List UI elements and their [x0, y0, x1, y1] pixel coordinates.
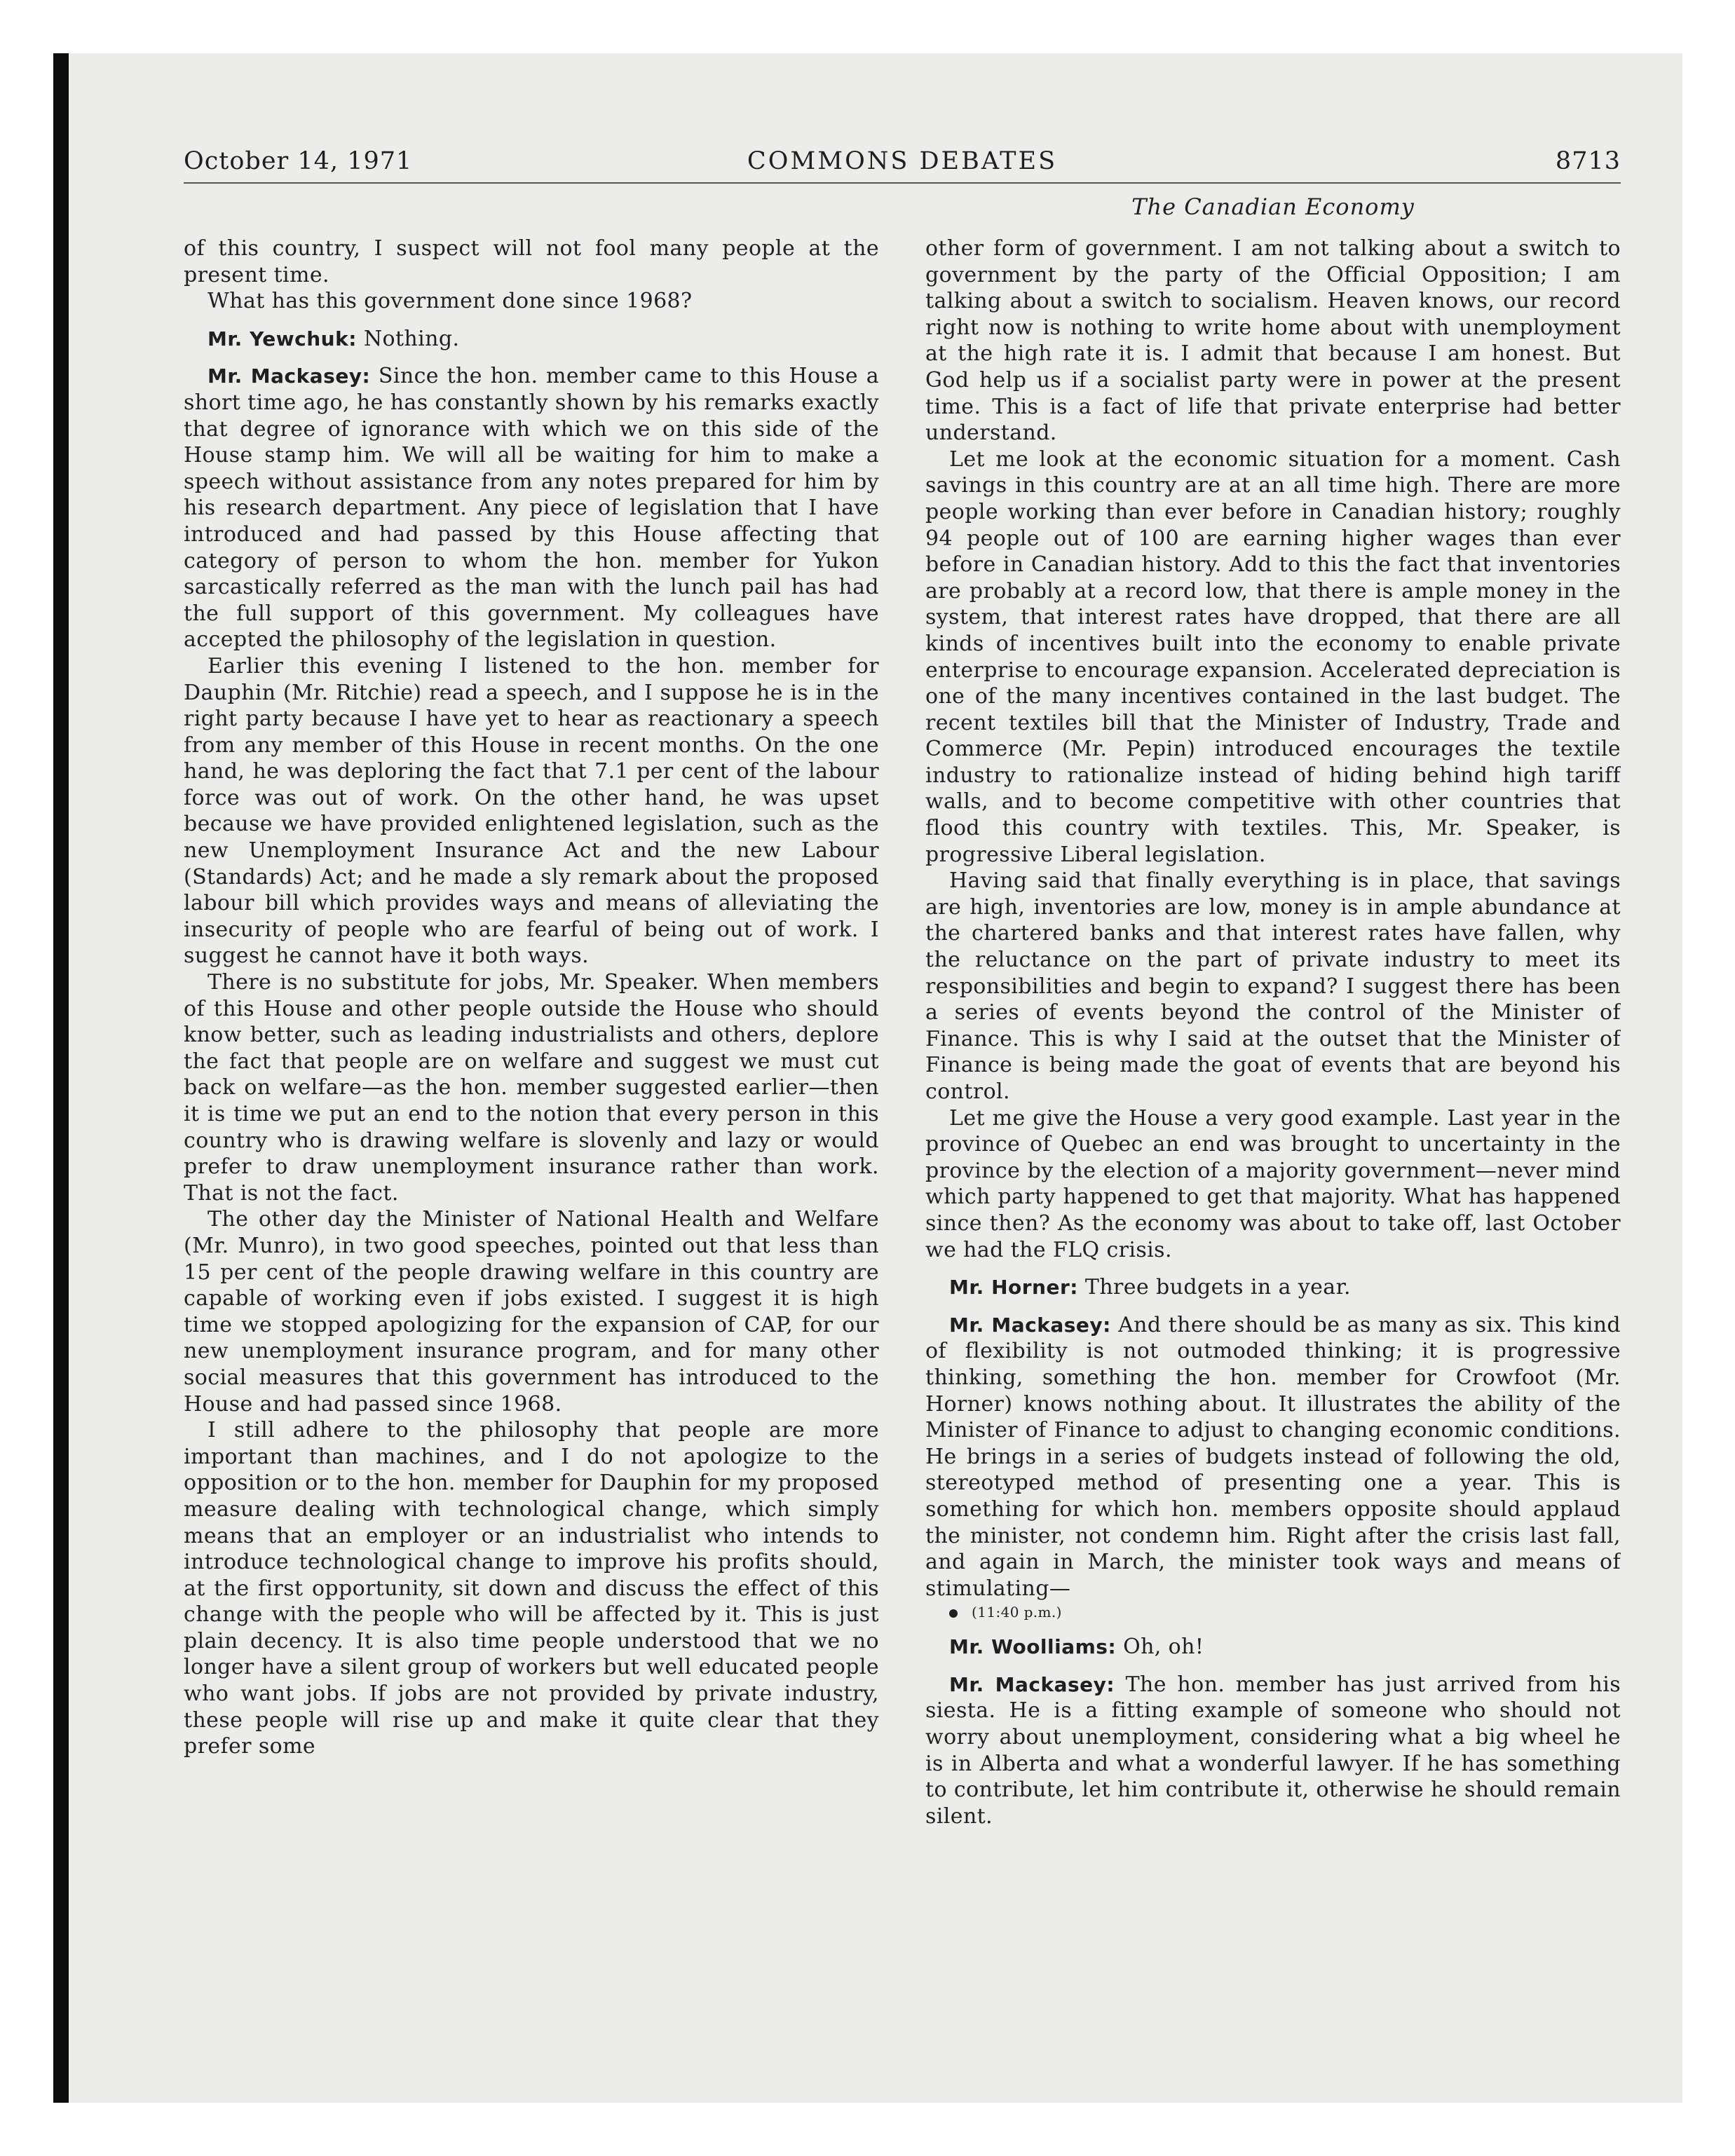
- paragraph: Earlier this evening I listened to the hon. member for Dauphin (Mr. Ritchie) read a speech, and I suppose he is in the right party because I have yet to hear as reactionary a speech from any member of this House in recent months. On the one hand, he was deploring the fact that 7.1 per cent of the labour force was out of work. On the other hand, he was upset because we have provided enlightened legislation, such as the new Unemployment Insurance Act and the new Labour (Standards) Act; and he made a sly remark about the proposed labour bill which provides ways and means of alleviating the insecurity of people who are fearful of being out of work. I suggest he cannot have it both ways.: [184, 653, 879, 969]
- speech: [925, 1634, 1621, 1660]
- paragraph: other form of government. I am not talking about a switch to government by the party of the Official Opposition; I am talking about a switch to socialism. Heaven knows, our record right now is nothing to write home about with unemployment at the high rate it is. I admit that because I am honest. But God help us if a socialist party were in power at the present time. This is a fact of life that private enterprise had better understand.: [925, 236, 1621, 446]
- header-date: October 14, 1971: [184, 147, 413, 175]
- speech-text: Since the hon. member came to this House a short time ago, he has constantly shown by his remarks exactly that degree of ignorance with which we on this side of the House stamp him. We will all be waiting for him to make a speech without assistance from any notes prepared for him by his research department. Any piece of legislation that I have introduced and had passed by this House affecting that category of person to whom the hon. member for Yukon sarcastically referred as the man with the lunch pail has had the full support of this government. My colleagues have accepted the philosophy of the legislation in question.: [184, 364, 879, 653]
- speaker-name: Mr. Mackasey:: [949, 1672, 1115, 1696]
- paragraph: What has this government done since 1968?: [207, 289, 693, 314]
- time-stamp-text: (11:40 p.m.): [972, 1604, 1062, 1621]
- right-column: [925, 236, 1621, 1890]
- speech-text: And there should be as many as six. This kind of flexibility is not outmoded thinking; it is progressive thinking, something the hon. member for Crowfoot (Mr. Horner) knows nothing about. It illustrates the ability of the Minister of Finance to adjust to changing economic conditions. He brings in a series of budgets instead of following the old, stereotyped method of presenting one a year. This is something for which hon. members opposite should applaud the minister, not condemn him. Right after the crisis last fall, and again in March, the minister took ways and means of stimulating—: [925, 1312, 1621, 1601]
- speaker-name: Mr. Mackasey:: [949, 1313, 1111, 1337]
- header-publication-title: COMMONS DEBATES: [747, 147, 1058, 175]
- speech-text: Oh, oh!: [1123, 1635, 1204, 1660]
- page-header: [184, 147, 1621, 184]
- paragraph: Having said that finally everything is in place, that savings are high, inventories are low, money is in ample abundance at the chartered banks and that interest rates have fallen, why the reluctance on the part of private industry to meet its responsibilities and begin to expand? I suggest there has been a series of events beyond the control of the Minister of Finance. This is why I said at the outset that the Minister of Finance is being made the goat of events that are beyond his control.: [925, 868, 1621, 1104]
- speech: [925, 1312, 1621, 1602]
- paragraph: I still adhere to the philosophy that people are more important than machines, and I do not apologize to the opposition or to the hon. member for Dauphin for my proposed measure dealing with technological change, which simply means that an employer or an industrialist who intends to introduce technological change to improve his profits should, at the first opportunity, sit down and discuss the effect of this change with the people who will be affected by it. This is just plain decency. It is also time people understood that we no longer have a silent group of workers but well educated people who want jobs. If jobs are not provided by private industry, these people will rise up and make it quite clear that they prefer some: [184, 1418, 879, 1759]
- speech-text: Nothing.: [363, 326, 460, 351]
- scan-binding-edge: [53, 53, 69, 2103]
- paragraph: Let me look at the economic situation for a moment. Cash savings in this country are at an all time high. There are more people working than ever before in Canadian history; roughly 94 people out of 100 are earning higher wages than ever before in Canadian history. Add to this the fact that inventories are probably at a record low, that there is ample money in the system, that interest rates have dropped, that there are all kinds of incentives built into the economy to enable private enterprise to encourage expansion. Accelerated depreciation is one of the many incentives contained in the last budget. The recent textiles bill that the Minister of Industry, Trade and Commerce (Mr. Pepin) introduced encourages the textile industry to rationalize instead of hiding behind high tariff walls, and to become competitive with other countries that flood this country with textiles. This, Mr. Speaker, is progressive Liberal legislation.: [925, 446, 1621, 867]
- paragraph: of this country, I suspect will not fool many people at the present time.: [184, 236, 879, 287]
- paragraph: There is no substitute for jobs, Mr. Speaker. When members of this House and other people outside the House who should know better, such as leading industrialists and others, deplore the fact that people are on welfare and suggest we must cut back on welfare—as the hon. member suggested earlier—then it is time we put an end to the notion that every person in this country who is drawing welfare is slovenly and lazy or would prefer to draw unemployment insurance rather than work. That is not the fact.: [184, 970, 879, 1206]
- bullet-icon: [949, 1609, 958, 1618]
- speech: [184, 326, 879, 353]
- speech: [925, 1672, 1621, 1830]
- speech: [184, 363, 879, 653]
- left-column: [184, 236, 879, 1890]
- speech: [925, 1274, 1621, 1301]
- header-page-number: 8713: [1555, 147, 1621, 175]
- speaker-name: Mr. Horner:: [949, 1276, 1078, 1299]
- paragraph: The other day the Minister of National Health and Welfare (Mr. Munro), in two good speeches, pointed out that less than 15 per cent of the people drawing welfare in this country are capable of working even if jobs existed. I suggest it is high time we stopped apologizing for the expansion of CAP, for our new unemployment insurance program, and for many other social measures that this government has introduced to the House and had passed since 1968.: [184, 1207, 879, 1417]
- paragraph: Let me give the House a very good example. Last year in the province of Quebec an end was brought to uncertainty in the province by the election of a majority government—never mind which party happened to get that majority. What has happened since then? As the economy was about to take off, last October we had the FLQ crisis.: [925, 1105, 1621, 1262]
- speaker-name: Mr. Mackasey:: [207, 364, 371, 388]
- running-head: The Canadian Economy: [1131, 193, 1415, 220]
- time-stamp: [925, 1602, 1621, 1623]
- speech-text: The hon. member has just arrived from his siesta. He is a fitting example of someone who should not worry about unemployment, considering what a big wheel he is in Alberta and what a wonderful lawyer. If he has something to contribute, let him contribute it, otherwise he should remain silent.: [925, 1672, 1621, 1829]
- speech-text: Three budgets in a year.: [1084, 1275, 1351, 1300]
- speaker-name: Mr. Yewchuk:: [207, 327, 357, 350]
- speaker-name: Mr. Woolliams:: [949, 1635, 1117, 1659]
